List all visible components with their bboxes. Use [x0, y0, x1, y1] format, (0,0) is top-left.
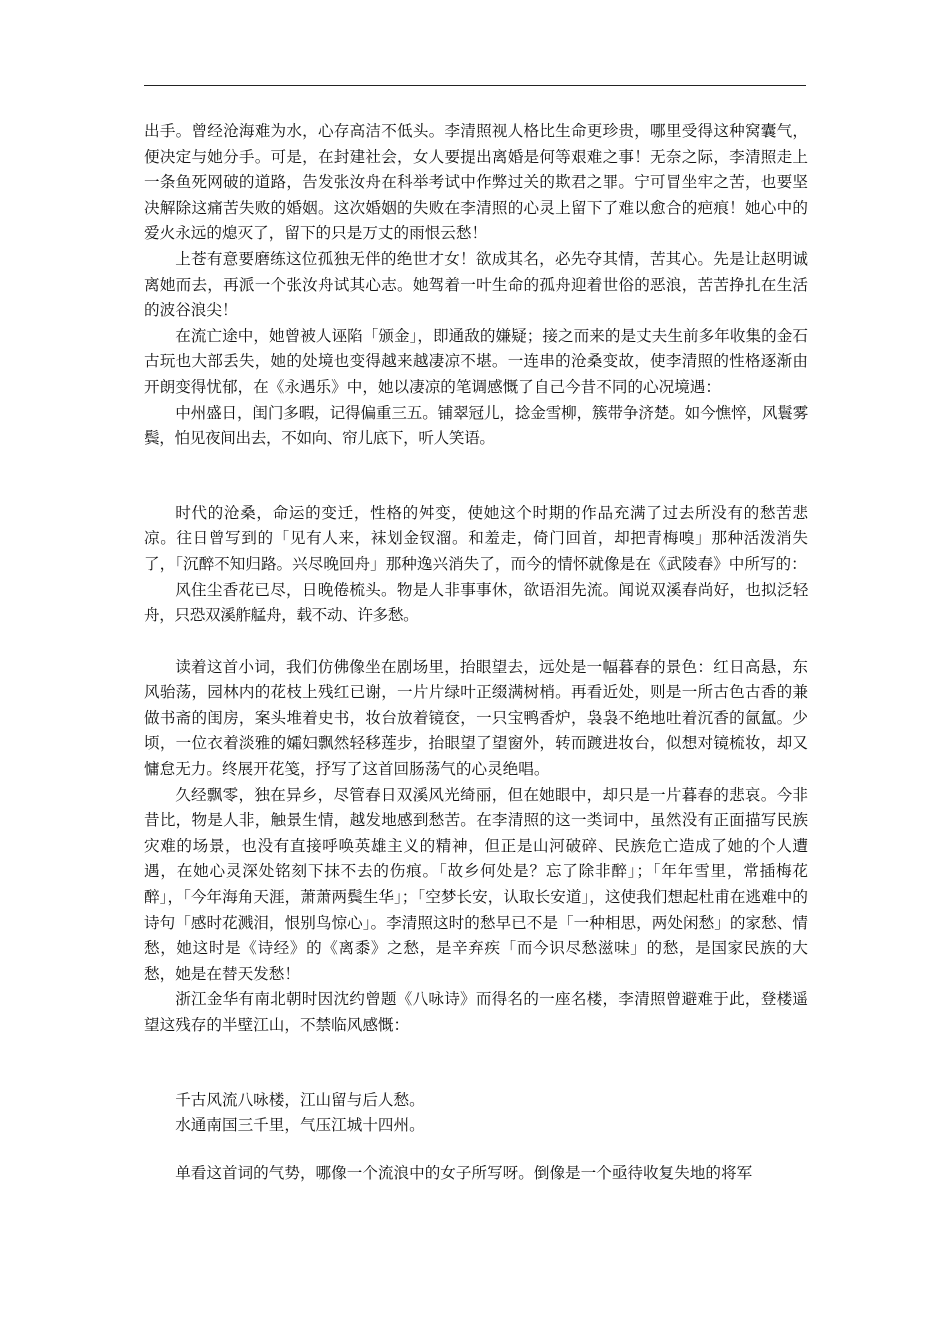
paragraph-scene: 读着这首小词，我们仿佛像坐在剧场里，抬眼望去，远处是一幅暮春的景色：红日高悬，东风骀荡，园林内的花枝上残红已谢，一片片绿叶正缀满树梢。再看近处，则是一所古色古香的兼做书斋的闺房，案头堆着史书，妆台放着镜奁，一只宝鸭香炉，袅袅不绝地吐着沉香的氤氲。少顷，一位衣着淡雅的孀妇飘然轻移莲步，抬眼望了望窗外，转而踱进妆台，似想对镜梳妆，却又慵怠无力。终展开花笺，抒写了这首回肠荡气的心灵绝唱。 [144, 657, 808, 779]
document-body [144, 119, 808, 1186]
paragraph-exile: 在流亡途中，她曾被人诬陷「颁金」，即通敌的嫌疑；接之而来的是丈夫生前多年收集的金石古玩也大部丢失，她的处境也变得越来越凄凉不堪。一连串的沧桑变故，使李清照的性格逐渐由开朗变得忧郁，在《永遇乐》中，她以凄凉的笔调感慨了自己今昔不同的心况境遇： [144, 326, 808, 396]
spacer [144, 629, 808, 655]
poem-line-1: 千古风流八咏楼，江山留与后人愁。 [175, 1090, 425, 1109]
paragraph-bayong-tower: 浙江金华有南北朝时因沈约曾题《八咏诗》而得名的一座名楼，李清照曾避难于此，登楼遥望这残存的半壁江山，不禁临风感慨： [144, 990, 808, 1034]
paragraph-sorrow: 久经飘零，独在异乡，尽管春日双溪风光绮丽，但在她眼中，却只是一片暮春的悲哀。今非昔比，物是人非，触景生情，越发地感到愁苦。在李清照的这一类词中，虽然没有正面描写民族灾难的场景，也没有直接呼唤英雄主义的精神，但正是山河破碎、民族危亡造成了她的个人遭遇，在她心灵深处铭刻下抹不去的伤痕。「故乡何处是？忘了除非醉」；「年年雪里，常插梅花醉」，「今年海角天涯，萧萧两鬓生华」；「空梦长安，认取长安道」，这使我们想起杜甫在逃难中的诗句「感时花溅泪，恨别鸟惊心」。李清照这时的愁早已不是「一种相思，两处闲愁」的家愁、情愁，她这时是《诗经》的《离黍》之愁，是辛弃疾「而今识尽愁滋味」的愁，是国家民族的大愁，她是在替天发愁！ [144, 785, 808, 983]
spacer [144, 1139, 808, 1161]
paragraph-divorce: 出手。曾经沧海难为水，心存高洁不低头。李清照视人格比生命更珍贵，哪里受得这种窝囊气，便决定与她分手。可是，在封建社会，女人要提出离婚是何等艰难之事！无奈之际，李清照走上一条鱼死网破的道路，告发张汝舟在科举考试中作弊过关的欺君之罪。宁可冒坐牢之苦，也要坚决解除这痛苦失败的婚姻。这次婚姻的失败在李清照的心灵上留下了难以愈合的疤痕！她心中的爱火永远的熄灭了，留下的只是万丈的雨恨云愁！ [144, 122, 808, 243]
header-rule [144, 85, 806, 86]
spacer [144, 1039, 808, 1088]
poem-wulingchun: 风住尘香花已尽，日晚倦梳头。物是人非事事休，欲语泪先流。闻说双溪春尚好，也拟泛轻舟，只恐双溪舴艋舟，载不动、许多愁。 [144, 580, 808, 625]
paragraph-changes: 时代的沧桑，命运的变迁，性格的舛变，使她这个时期的作品充满了过去所没有的愁苦悲凉。往日曾写到的「见有人来，袜划金钗溜。和羞走，倚门回首，却把青梅嗅」那种活泼消失了，「沉醉不知归路。兴尽晚回舟」那种逸兴消失了，而今的情怀就像是在《武陵春》中所写的： [144, 503, 808, 573]
paragraph-momentum: 单看这首词的气势，哪像一个流浪中的女子所写呀。倒像是一个亟待收复失地的将军 [175, 1163, 753, 1182]
spacer [144, 452, 808, 501]
paragraph-heaven-trial: 上苍有意要磨练这位孤独无伴的绝世才女！欲成其名，必先夺其情，苦其心。先是让赵明诚离她而去，再派一个张汝舟试其心志。她驾着一叶生命的孤舟迎着世俗的恶浪，苦苦挣扎在生活的波谷浪尖！ [144, 249, 808, 320]
poem-yongyule: 中州盛日，闺门多暇，记得偏重三五。铺翠冠儿，捻金雪柳，簇带争济楚。如今憔悴，风鬟雾鬓，怕见夜间出去，不如向、帘儿底下，听人笑语。 [144, 403, 808, 448]
poem-line-2: 水通南国三千里，气压江城十四州。 [175, 1116, 425, 1135]
